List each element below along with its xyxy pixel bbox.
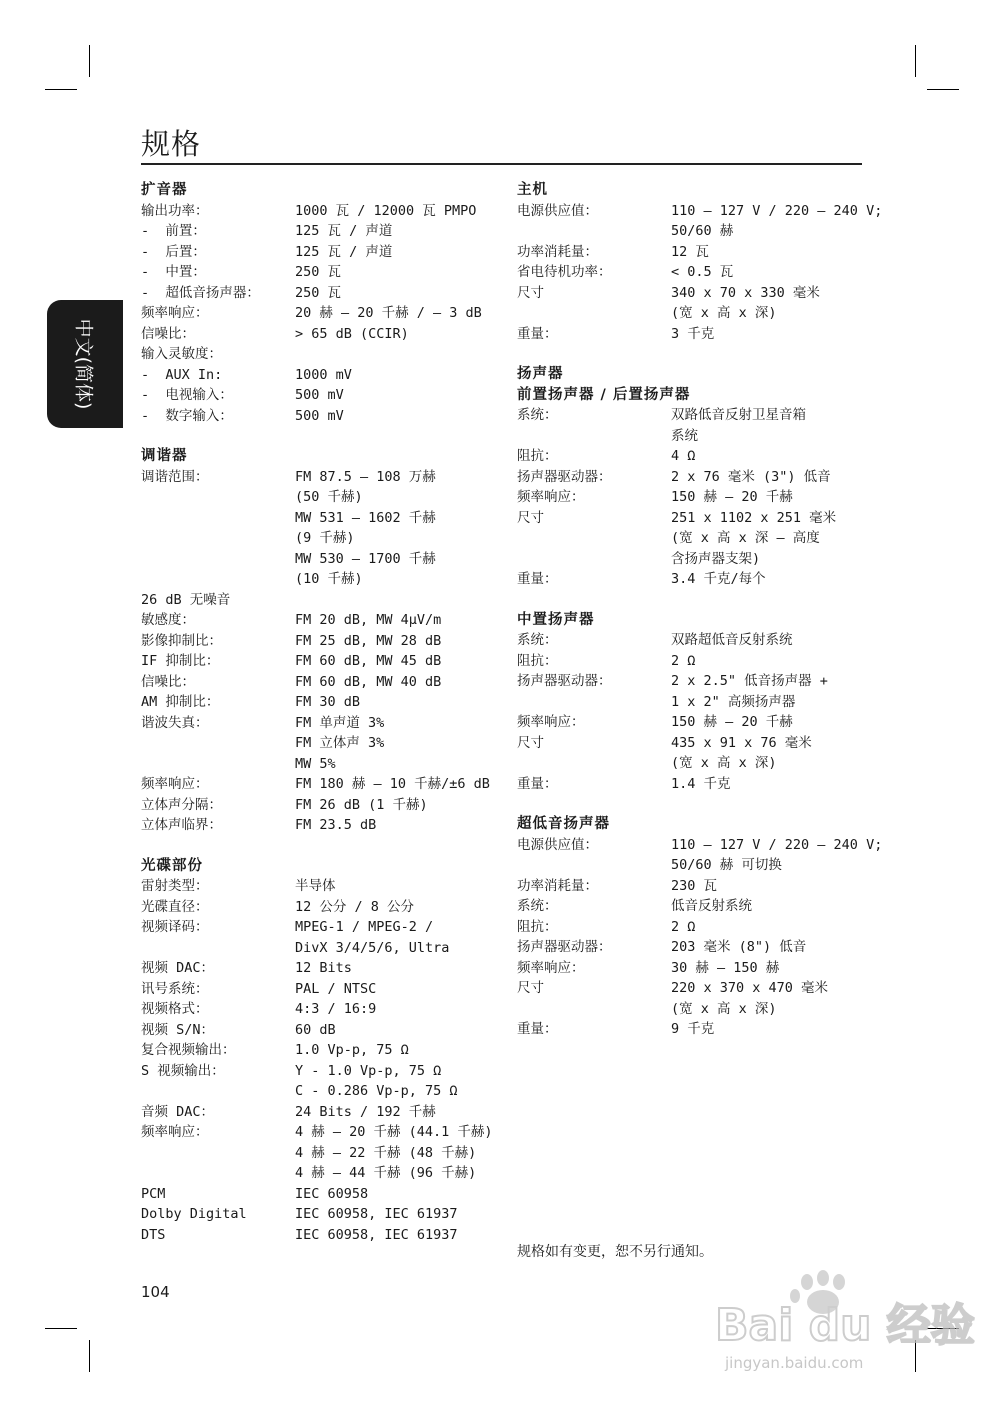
spec-label: 重量：	[517, 571, 558, 587]
spec-values	[295, 876, 501, 897]
spec-value: 系统	[671, 427, 698, 444]
spec-label: 影像抑制比：	[141, 632, 222, 649]
spec-value: MW 5%	[295, 755, 336, 772]
spec-value: (宽 x 高 x 深 – 高度	[671, 530, 820, 546]
spec-value: FM 26 dB (1 千赫)	[295, 796, 428, 813]
spec-section	[517, 610, 867, 795]
spec-value: 220 x 370 x 470 毫米	[671, 980, 829, 996]
spec-value: 251 x 1102 x 251 毫米	[671, 509, 837, 526]
spec-values	[295, 221, 501, 242]
spec-value: 含扬声器支架)	[671, 550, 761, 567]
spec-row	[141, 221, 501, 242]
spec-value: 500 mV	[295, 387, 344, 403]
spec-value: 110 – 127 V / 220 – 240 V;	[671, 836, 883, 853]
spec-label: 重量：	[517, 325, 558, 342]
spec-value: 30 赫 – 150 赫	[671, 959, 780, 976]
spec-values	[671, 978, 867, 1019]
spec-label: Dolby Digital	[141, 1206, 247, 1222]
spec-values	[295, 692, 501, 713]
section-heading: 扬声器	[517, 366, 564, 382]
page-number: 104	[141, 1283, 170, 1301]
spec-value: FM 20 dB, MW 4µV/m	[295, 612, 442, 628]
spec-label: 立体声分隔：	[141, 796, 222, 813]
section-subheading: 前置扬声器 / 后置扬声器	[517, 386, 691, 403]
section-heading: 扩音器	[141, 182, 188, 198]
spec-values	[295, 815, 501, 836]
spec-value: MW 530 – 1700 千赫	[295, 550, 436, 567]
spec-row	[517, 201, 883, 242]
spec-label: 频率响应：	[141, 305, 209, 321]
spec-value: 250 瓦	[295, 284, 342, 301]
spec-column-left	[141, 180, 501, 1265]
spec-value: 50/60 赫 可切换	[671, 857, 782, 873]
spec-label: 尺寸	[517, 734, 544, 751]
spec-values	[295, 897, 501, 918]
spec-label: 扬声器驱动器：	[517, 939, 612, 955]
spec-value: 1 x 2" 高频扬声器	[671, 693, 796, 710]
spec-value: 1.0 Vp-p, 75 Ω	[295, 1042, 409, 1058]
spec-value: 110 – 127 V / 220 – 240 V;	[671, 202, 883, 219]
spec-label: 电源供应值：	[517, 202, 598, 219]
spec-row	[141, 672, 501, 693]
spec-label: 频率响应：	[517, 959, 585, 976]
spec-value: PAL / NTSC	[295, 980, 377, 997]
spec-row	[517, 896, 867, 917]
spec-label: 视频格式：	[141, 1001, 209, 1017]
spec-value: 2 Ω	[671, 652, 696, 669]
spec-row	[141, 1204, 501, 1225]
spec-values	[295, 385, 501, 406]
spec-value: FM 23.5 dB	[295, 817, 377, 833]
spec-value: 3 千克	[671, 325, 715, 342]
spec-value: DivX 3/4/5/6, Ultra	[295, 939, 450, 956]
spec-values	[295, 795, 501, 816]
spec-value: Y - 1.0 Vp-p, 75 Ω	[295, 1062, 442, 1079]
spec-values	[295, 1020, 501, 1041]
spec-values	[295, 1204, 501, 1225]
spec-values	[295, 344, 501, 365]
spec-values	[671, 242, 867, 263]
spec-values	[671, 630, 867, 651]
spec-label: 雷射类型：	[141, 878, 209, 894]
spec-value: FM 60 dB, MW 45 dB	[295, 653, 442, 669]
spec-label: 信噪比：	[141, 673, 195, 690]
spec-section	[517, 180, 883, 344]
spec-values	[295, 201, 501, 222]
spec-value: 150 赫 – 20 千赫	[671, 489, 793, 505]
title-divider	[141, 163, 862, 165]
spec-label: 谐波失真：	[141, 714, 209, 731]
spec-row	[141, 1225, 501, 1246]
spec-label: AM 抑制比：	[141, 694, 220, 710]
spec-label: 功率消耗量：	[517, 877, 598, 894]
spec-value: (10 千赫)	[295, 571, 363, 587]
spec-row	[141, 344, 501, 365]
spec-values	[295, 262, 501, 283]
spec-row	[141, 897, 501, 918]
spec-value: 12 公分 / 8 公分	[295, 898, 415, 915]
spec-value: FM 25 dB, MW 28 dB	[295, 632, 442, 649]
spec-values	[295, 590, 501, 611]
spec-values	[671, 487, 867, 508]
spec-value: 2 x 2.5" 低音扬声器 +	[671, 673, 828, 689]
spec-label: 频率响应：	[517, 489, 585, 505]
footnote: 规格如有变更，恕不另行通知。	[517, 1244, 713, 1260]
spec-label: 省电待机功率：	[517, 264, 612, 280]
spec-values	[671, 835, 882, 876]
spec-values	[671, 569, 867, 590]
spec-values	[295, 1122, 501, 1184]
spec-section	[141, 446, 501, 836]
language-tab	[47, 300, 123, 428]
spec-values	[671, 201, 882, 242]
spec-value: 2 x 76 毫米 (3") 低音	[671, 468, 831, 485]
spec-value: 4 赫 – 20 千赫 (44.1 千赫)	[295, 1124, 493, 1140]
spec-column-right	[517, 180, 883, 1060]
spec-value: 双路低音反射卫星音箱	[671, 407, 806, 423]
spec-value: 435 x 91 x 76 毫米	[671, 734, 812, 751]
spec-values	[671, 467, 867, 488]
spec-value: (9 千赫)	[295, 530, 355, 546]
spec-value: 20 赫 – 20 千赫 / – 3 dB	[295, 305, 482, 321]
spec-values	[295, 979, 501, 1000]
spec-label: 音频 DAC：	[141, 1103, 215, 1120]
watermark-url: jingyan.baidu.com	[725, 1354, 864, 1372]
spec-row	[141, 242, 501, 263]
spec-label: 尺寸	[517, 980, 544, 996]
spec-label: 频率响应：	[141, 1124, 209, 1140]
spec-row	[141, 303, 501, 324]
spec-row	[517, 651, 867, 672]
spec-row	[517, 712, 867, 733]
spec-row	[141, 1040, 501, 1061]
spec-row	[141, 1020, 501, 1041]
spec-value: < 0.5 瓦	[671, 264, 734, 280]
spec-value: 203 毫米 (8") 低音	[671, 939, 807, 955]
spec-label: 讯号系统：	[141, 980, 209, 997]
spec-row	[141, 201, 501, 222]
spec-value: MW 531 – 1602 千赫	[295, 509, 436, 526]
spec-values	[295, 406, 501, 427]
spec-row	[141, 283, 501, 304]
spec-value: (宽 x 高 x 深)	[671, 1000, 777, 1017]
spec-row	[517, 508, 867, 570]
spec-row	[141, 815, 501, 836]
spec-row	[517, 262, 867, 283]
spec-section	[141, 856, 501, 1246]
spec-label: 阻抗：	[517, 918, 558, 935]
spec-row	[517, 242, 867, 263]
spec-values	[295, 1184, 501, 1205]
spec-row	[141, 467, 501, 590]
spec-label: 视频译码：	[141, 919, 209, 935]
crop-mark	[915, 45, 916, 77]
spec-values	[295, 651, 501, 672]
language-tab-label: 中文(简体)	[72, 318, 95, 410]
spec-values	[671, 958, 867, 979]
spec-value: 9 千克	[671, 1021, 715, 1037]
spec-row	[141, 1061, 501, 1102]
page-title: 规格	[141, 127, 202, 161]
spec-values	[671, 262, 867, 283]
spec-value: > 65 dB (CCIR)	[295, 325, 409, 342]
spec-label: IF 抑制比：	[141, 653, 220, 669]
crop-mark	[89, 1340, 90, 1372]
spec-value: 250 瓦	[295, 264, 342, 280]
spec-label: - 后置：	[141, 243, 206, 260]
spec-label: 视频 DAC：	[141, 960, 215, 976]
spec-value: FM 单声道 3%	[295, 714, 385, 731]
spec-row	[141, 692, 501, 713]
spec-row	[141, 1122, 501, 1184]
spec-values	[671, 896, 867, 917]
spec-value: 2 Ω	[671, 918, 696, 935]
spec-values	[295, 610, 501, 631]
spec-label: 调谐范围：	[141, 468, 209, 485]
spec-label: DTS	[141, 1226, 166, 1243]
spec-label: 信噪比：	[141, 325, 195, 342]
spec-row	[141, 1102, 501, 1123]
spec-value: 4 赫 – 44 千赫 (96 千赫)	[295, 1165, 477, 1181]
spec-row	[141, 795, 501, 816]
spec-row	[141, 999, 501, 1020]
spec-values	[671, 283, 867, 324]
spec-values	[295, 1040, 501, 1061]
spec-row	[141, 917, 501, 958]
spec-label: - 电视输入：	[141, 387, 233, 403]
spec-values	[671, 876, 867, 897]
spec-label: - AUX In:	[141, 366, 223, 383]
spec-label: S 视频输出：	[141, 1062, 225, 1079]
section-heading: 超低音扬声器	[517, 816, 610, 832]
spec-row	[517, 446, 867, 467]
spec-row	[517, 774, 867, 795]
spec-value: FM 87.5 – 108 万赫	[295, 468, 436, 485]
spec-row	[141, 365, 501, 386]
section-heading: 主机	[517, 182, 548, 198]
spec-values	[295, 324, 501, 345]
spec-label: - 中置：	[141, 264, 206, 280]
spec-value: 125 瓦 / 声道	[295, 223, 393, 239]
spec-value: 1000 瓦 / 12000 瓦 PMPO	[295, 202, 477, 219]
spec-row	[517, 671, 867, 712]
spec-values	[295, 467, 501, 590]
crop-mark	[927, 89, 959, 90]
spec-label: 阻抗：	[517, 448, 558, 464]
spec-row	[141, 713, 501, 775]
spec-values	[295, 1061, 501, 1102]
spec-row	[517, 937, 867, 958]
spec-row	[517, 405, 867, 446]
spec-label: 光碟直径：	[141, 898, 209, 915]
spec-values	[295, 958, 501, 979]
spec-value: MPEG-1 / MPEG-2 /	[295, 919, 434, 935]
spec-values	[295, 1102, 501, 1123]
spec-values	[671, 937, 867, 958]
spec-values	[295, 365, 501, 386]
spec-row	[517, 630, 867, 651]
spec-value: 1.4 千克	[671, 775, 731, 792]
spec-label: 立体声临界：	[141, 817, 222, 833]
spec-row	[141, 774, 501, 795]
section-heading: 中置扬声器	[517, 611, 595, 628]
spec-label: - 超低音扬声器：	[141, 284, 260, 301]
spec-row	[517, 487, 867, 508]
spec-row	[141, 979, 501, 1000]
spec-values	[671, 917, 867, 938]
spec-row	[141, 1184, 501, 1205]
spec-row	[517, 467, 867, 488]
spec-value: IEC 60958, IEC 61937	[295, 1206, 458, 1222]
spec-label: 系统：	[517, 632, 558, 648]
spec-value: 3.4 千克/每个	[671, 571, 766, 587]
spec-row	[141, 262, 501, 283]
spec-value: 4 Ω	[671, 448, 696, 464]
spec-value: 50/60 赫	[671, 223, 734, 239]
section-heading: 调谐器	[141, 448, 188, 464]
crop-mark	[89, 45, 90, 77]
spec-label: 敏感度：	[141, 612, 195, 628]
spec-row	[517, 835, 883, 876]
spec-section	[517, 364, 867, 590]
spec-values	[671, 508, 867, 570]
spec-label: 系统：	[517, 898, 558, 914]
spec-row	[141, 651, 501, 672]
spec-values	[295, 713, 501, 775]
spec-row	[517, 569, 867, 590]
spec-values	[295, 303, 501, 324]
spec-row	[517, 876, 867, 897]
spec-label: 重量：	[517, 1021, 558, 1037]
spec-row	[141, 324, 501, 345]
spec-value: 半导体	[295, 878, 336, 894]
spec-value: (宽 x 高 x 深)	[671, 305, 777, 321]
spec-value: 1000 mV	[295, 366, 352, 383]
spec-value: 12 Bits	[295, 960, 352, 976]
spec-section	[141, 180, 501, 426]
spec-value: 150 赫 – 20 千赫	[671, 714, 793, 730]
spec-values	[295, 999, 501, 1020]
spec-row	[141, 590, 501, 611]
spec-value: 24 Bits / 192 千赫	[295, 1103, 436, 1120]
spec-label: 阻抗：	[517, 652, 558, 669]
spec-values	[671, 405, 867, 446]
watermark-logo: Bai du 经验	[715, 1300, 975, 1351]
spec-values	[295, 672, 501, 693]
baidu-jingyan-watermark	[715, 1268, 975, 1378]
spec-values	[295, 917, 501, 958]
spec-label: 复合视频输出：	[141, 1042, 236, 1058]
spec-row	[517, 1019, 867, 1040]
spec-value: 双路超低音反射系统	[671, 632, 793, 648]
spec-value: 230 瓦	[671, 877, 718, 894]
spec-values	[671, 446, 867, 467]
spec-value: FM 60 dB, MW 40 dB	[295, 673, 442, 690]
spec-label: PCM	[141, 1185, 166, 1202]
spec-values	[671, 733, 867, 774]
spec-label: 扬声器驱动器：	[517, 673, 612, 689]
spec-row	[141, 631, 501, 652]
spec-label: 频率响应：	[517, 714, 585, 730]
spec-value: (50 千赫)	[295, 489, 363, 505]
crop-mark	[45, 1328, 77, 1329]
spec-values	[671, 324, 867, 345]
spec-row	[517, 917, 867, 938]
spec-row	[517, 283, 867, 324]
spec-value: 500 mV	[295, 407, 344, 424]
spec-value: IEC 60958, IEC 61937	[295, 1226, 458, 1243]
spec-label: 扬声器驱动器：	[517, 468, 612, 485]
spec-value: 4 赫 – 22 千赫 (48 千赫)	[295, 1144, 477, 1161]
spec-values	[295, 242, 501, 263]
spec-row	[517, 324, 867, 345]
spec-label: 26 dB 无噪音	[141, 591, 231, 608]
spec-values	[671, 671, 867, 712]
spec-value: 4:3 / 16:9	[295, 1001, 377, 1017]
spec-value: 340 x 70 x 330 毫米	[671, 284, 820, 301]
spec-value: FM 180 赫 – 10 千赫/±6 dB	[295, 776, 490, 792]
spec-row	[141, 958, 501, 979]
spec-row	[517, 978, 867, 1019]
spec-value: C - 0.286 Vp-p, 75 Ω	[295, 1083, 458, 1099]
spec-label: 输出功率：	[141, 202, 209, 219]
spec-label: 尺寸	[517, 509, 544, 526]
spec-label: 电源供应值：	[517, 836, 598, 853]
spec-values	[295, 1225, 501, 1246]
spec-label: 频率响应：	[141, 776, 209, 792]
spec-row	[141, 406, 501, 427]
spec-values	[295, 774, 501, 795]
spec-value: 12 瓦	[671, 243, 709, 260]
spec-row	[517, 733, 867, 774]
spec-values	[671, 651, 867, 672]
spec-row	[141, 385, 501, 406]
spec-values	[671, 1019, 867, 1040]
spec-label: - 前置：	[141, 223, 206, 239]
spec-value: (宽 x 高 x 深)	[671, 755, 777, 771]
spec-label: 功率消耗量：	[517, 243, 598, 260]
spec-values	[295, 631, 501, 652]
spec-label: 输入灵敏度：	[141, 346, 222, 362]
spec-row	[141, 876, 501, 897]
spec-value: 低音反射系统	[671, 898, 752, 914]
spec-section	[517, 814, 883, 1040]
crop-mark	[45, 89, 77, 90]
spec-label: 系统：	[517, 407, 558, 423]
spec-label: 视频 S/N：	[141, 1021, 215, 1038]
spec-row	[517, 958, 867, 979]
spec-label: 重量：	[517, 775, 558, 792]
spec-value: 60 dB	[295, 1021, 336, 1038]
spec-label: 尺寸	[517, 284, 544, 301]
spec-row	[141, 610, 501, 631]
spec-values	[671, 774, 867, 795]
spec-value: IEC 60958	[295, 1185, 369, 1202]
spec-value: FM 立体声 3%	[295, 735, 385, 751]
spec-value: 125 瓦 / 声道	[295, 243, 393, 260]
spec-value: FM 30 dB	[295, 694, 361, 710]
spec-label: - 数字输入：	[141, 407, 233, 424]
spec-values	[671, 712, 867, 733]
spec-values	[295, 283, 501, 304]
section-heading: 光碟部份	[141, 857, 203, 874]
